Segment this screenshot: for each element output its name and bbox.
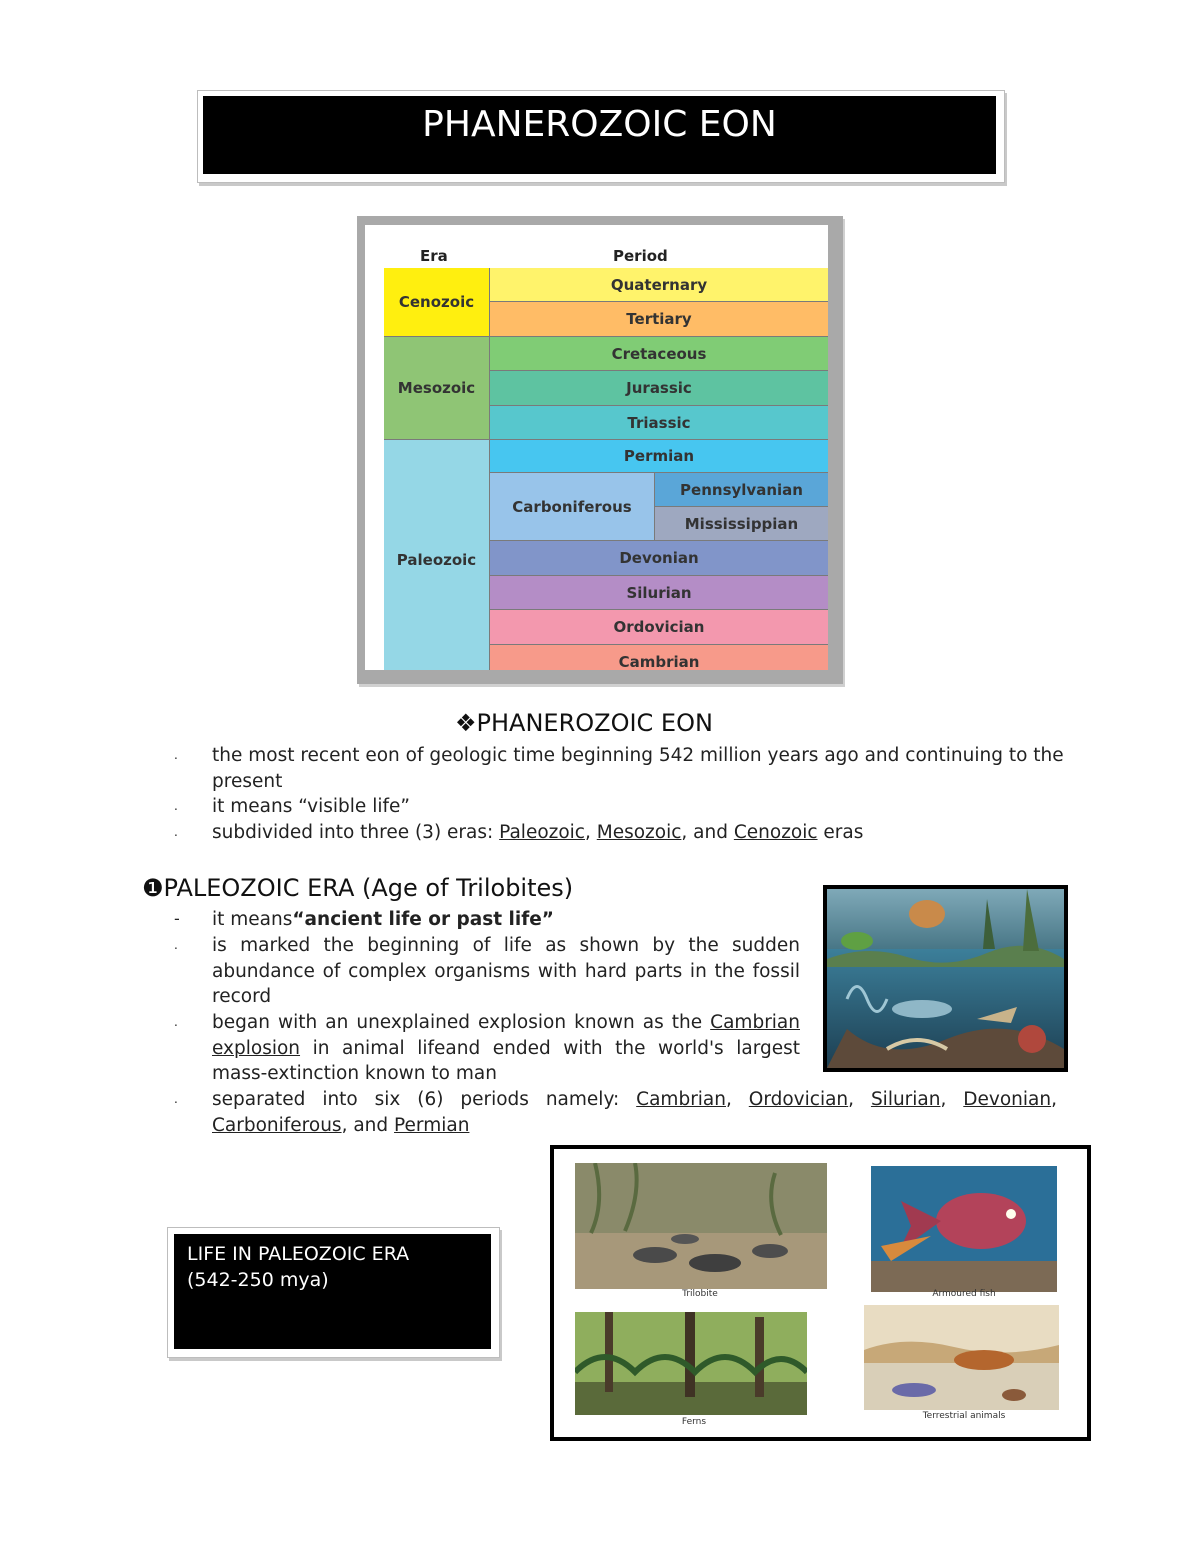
bullet-text: the most recent eon of geologic time beginning 542 million years ago and continuing to the present bbox=[212, 745, 1064, 792]
separator: , bbox=[1051, 1089, 1057, 1110]
bullet-text: it means “visible life” bbox=[212, 796, 410, 817]
era-mesozoic: Mesozoic bbox=[384, 337, 490, 440]
period-carboniferous: Carboniferous bbox=[490, 473, 655, 541]
life-box-subtitle: (542-250 mya) bbox=[187, 1269, 329, 1291]
link-permian[interactable]: Permian bbox=[394, 1114, 470, 1136]
bullet-text: it means bbox=[212, 909, 293, 930]
period-silurian: Silurian bbox=[490, 576, 828, 610]
bullet-bold-text: “ancient life or past life” bbox=[292, 909, 554, 930]
bullet-dot-icon: . bbox=[174, 748, 178, 762]
bullet-dot-icon: . bbox=[174, 825, 178, 839]
phanerozoic-heading-text: PHANEROZOIC EON bbox=[476, 709, 713, 737]
period-cambrian: Cambrian bbox=[490, 645, 828, 670]
link-devonian[interactable]: Devonian bbox=[963, 1089, 1052, 1110]
caption-ferns: Ferns bbox=[681, 1417, 707, 1427]
link-cenozoic[interactable]: Cenozoic bbox=[733, 822, 818, 843]
bullet-text: separated into six (6) periods namely: bbox=[212, 1089, 637, 1110]
bullet-text: eras bbox=[817, 822, 864, 843]
paleozoic-bullet-2 bbox=[174, 933, 800, 1010]
era-paleozoic: Paleozoic bbox=[384, 440, 490, 670]
separator: , and bbox=[341, 1114, 395, 1136]
phanerozoic-bullet-1 bbox=[174, 743, 1072, 794]
link-carboniferous[interactable]: Carboniferous bbox=[212, 1114, 342, 1136]
paleozoic-scene-image bbox=[827, 889, 1064, 1068]
period-triassic: Triassic bbox=[490, 406, 828, 440]
life-in-paleozoic-box bbox=[167, 1227, 500, 1358]
separator: , bbox=[940, 1089, 964, 1110]
bullet-dot-icon: . bbox=[174, 1015, 178, 1029]
separator: , and bbox=[681, 822, 734, 843]
paleozoic-heading-text: PALEOZOIC ERA (Age of Trilobites) bbox=[163, 874, 574, 902]
period-permian: Permian bbox=[490, 440, 828, 473]
separator: , bbox=[726, 1089, 749, 1110]
link-mesozoic[interactable]: Mesozoic bbox=[596, 822, 682, 843]
separator: , bbox=[584, 822, 597, 843]
ferns-image bbox=[575, 1312, 807, 1415]
table-inner bbox=[365, 225, 828, 670]
title-box bbox=[197, 90, 1005, 183]
paleozoic-bullet-4 bbox=[174, 1087, 1057, 1138]
period-ordovician: Ordovician bbox=[490, 610, 828, 645]
life-in-paleozoic-inner bbox=[174, 1234, 491, 1349]
bullet-dot-icon: . bbox=[174, 799, 178, 813]
link-cambrian[interactable]: Cambrian bbox=[636, 1089, 726, 1110]
bullet-dash-icon: - bbox=[174, 909, 180, 928]
link-cambrian-explosion[interactable]: Cambrian explosion bbox=[212, 1012, 800, 1059]
life-box-title: LIFE IN PALEOZOIC ERA bbox=[187, 1243, 410, 1265]
era-cenozoic: Cenozoic bbox=[384, 268, 490, 337]
phanerozoic-bullet-2 bbox=[174, 794, 1072, 820]
terrestrial-animals-image bbox=[864, 1305, 1059, 1410]
phanerozoic-bullet-3 bbox=[174, 820, 1072, 846]
link-paleozoic[interactable]: Paleozoic bbox=[499, 822, 585, 843]
period-tertiary: Tertiary bbox=[490, 302, 828, 337]
bullet-text: began with an unexplained explosion known as the bbox=[212, 1012, 711, 1033]
separator: , bbox=[848, 1089, 871, 1110]
bullet-dot-icon: . bbox=[174, 938, 178, 952]
paleozoic-bullet-1 bbox=[174, 907, 800, 933]
trilobite-image bbox=[575, 1163, 827, 1289]
caption-armoured-fish: Armoured fish bbox=[932, 1289, 996, 1299]
armoured-fish-image bbox=[871, 1166, 1057, 1292]
bullet-text: subdivided into three (3) eras: bbox=[212, 822, 500, 843]
header-period: Period bbox=[613, 247, 668, 265]
period-quaternary: Quaternary bbox=[490, 268, 828, 302]
bullet-text: in animal lifeand ended with the world's largest mass-extinction known to man bbox=[212, 1037, 800, 1084]
phanerozoic-heading bbox=[455, 709, 713, 737]
period-cretaceous: Cretaceous bbox=[490, 337, 828, 371]
page-title: PHANEROZOIC EON bbox=[203, 96, 996, 174]
period-devonian: Devonian bbox=[490, 541, 828, 576]
paleozoic-life-collage bbox=[550, 1145, 1091, 1441]
header-era: Era bbox=[420, 247, 448, 265]
geologic-time-table bbox=[357, 216, 843, 684]
paleozoic-bullet-3 bbox=[174, 1010, 800, 1087]
paleozoic-heading bbox=[142, 874, 573, 902]
caption-terrestrial-animals: Terrestrial animals bbox=[922, 1411, 1006, 1421]
caption-trilobite: Trilobite bbox=[682, 1289, 718, 1299]
bullet-text: is marked the beginning of life as shown by the sudden abundance of complex organisms with hard parts in the fossil record bbox=[212, 935, 800, 1007]
diamond-icon: ❖ bbox=[455, 709, 477, 737]
link-ordovician[interactable]: Ordovician bbox=[748, 1089, 849, 1110]
bullet-dot-icon: . bbox=[174, 1092, 178, 1106]
paleozoic-illustration bbox=[823, 885, 1068, 1072]
period-jurassic: Jurassic bbox=[490, 371, 828, 406]
link-silurian[interactable]: Silurian bbox=[870, 1089, 941, 1110]
number-one-icon: ❶ bbox=[142, 874, 164, 902]
period-mississippian: Mississippian bbox=[655, 507, 828, 541]
period-pennsylvanian: Pennsylvanian bbox=[655, 473, 828, 507]
